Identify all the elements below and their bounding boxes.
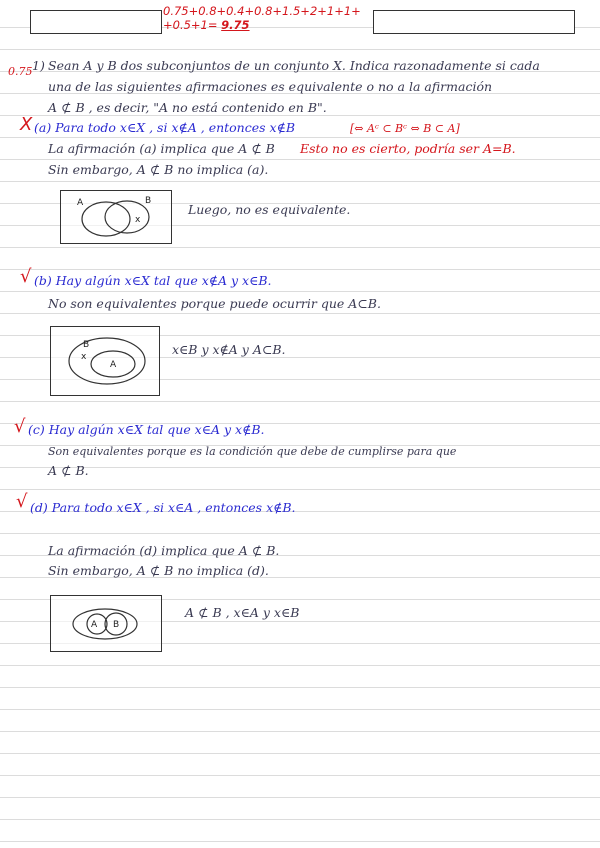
part-a-note: [⇔ Aᶜ ⊂ Bᶜ ⇔ B ⊂ A] [350,122,460,135]
grade-sum: +0.5+1= [163,18,218,32]
statement-line-3: A ⊄ B , es decir, "A no está contenido en B". [48,100,327,115]
venn-diagram-b [50,326,160,396]
part-a-line-2: La afirmación (a) implica que A ⊄ B [48,141,275,156]
statement-line-1: Sean A y B dos subconjuntos de un conjunto X. Indica razonadamente si cada [48,58,540,73]
exercise-score: 0.75 [8,65,33,78]
part-a-conclusion: Luego, no es equivalente. [188,202,351,217]
part-d-line-3: Sin embargo, A ⊄ B no implica (d). [48,563,269,578]
part-c-line-3: A ⊄ B. [48,463,89,478]
venn-d-label-a: A [91,620,98,630]
exercise-number: 1) [32,58,45,73]
part-d-line-2: La afirmación (d) implica que A ⊄ B. [48,543,280,558]
venn-d-label-b: B [113,620,120,630]
part-a-line-1: (a) Para todo x∈X , si x∉A , entonces x∉B [34,120,296,135]
venn-a-label-a: A [77,198,84,208]
grade-total: 9.75 [221,18,250,32]
venn-b-label-a: A [110,360,117,370]
part-c-line-2: Son equivalentes porque es la condición que debe de cumplirse para que [48,445,457,458]
part-b-caption: x∈B y x∉A y A⊂B. [172,342,286,357]
part-c-line-1: (c) Hay algún x∈X tal que x∈A y x∉B. [28,422,265,437]
part-a-line-3: Sin embargo, A ⊄ B no implica (a). [48,162,269,177]
venn-diagram-d [50,595,162,652]
info-box [373,10,575,34]
venn-a-label-b: B [145,196,152,206]
part-a-correction: Esto no es cierto, podría ser A=B. [300,141,516,156]
part-a-mark: X [20,114,33,135]
venn-b-label-b: B [83,340,90,350]
part-b-line-2: No son equivalentes porque puede ocurrir que A⊂B. [48,296,381,311]
grade-line-1: 0.75+0.8+0.4+0.8+1.5+2+1+1+ [163,4,361,18]
statement-line-2: una de las siguientes afirmaciones es equivalente o no a la afirmación [48,79,493,94]
name-box [30,10,162,34]
grade-annotation [163,4,371,32]
part-d-line-1: (d) Para todo x∈X , si x∈A , entonces x∉B. [30,500,296,515]
part-b-line-1: (b) Hay algún x∈X tal que x∉A y x∈B. [34,273,272,288]
grade-line-2 [163,18,371,32]
part-c-mark: √ [14,416,26,437]
venn-b-label-x: x [81,352,87,362]
part-d-caption: A ⊄ B , x∈A y x∈B [185,605,300,620]
venn-diagram-a [60,190,172,244]
venn-a-label-x: x [135,215,141,225]
part-b-mark: √ [20,266,32,287]
part-d-mark: √ [16,491,28,512]
